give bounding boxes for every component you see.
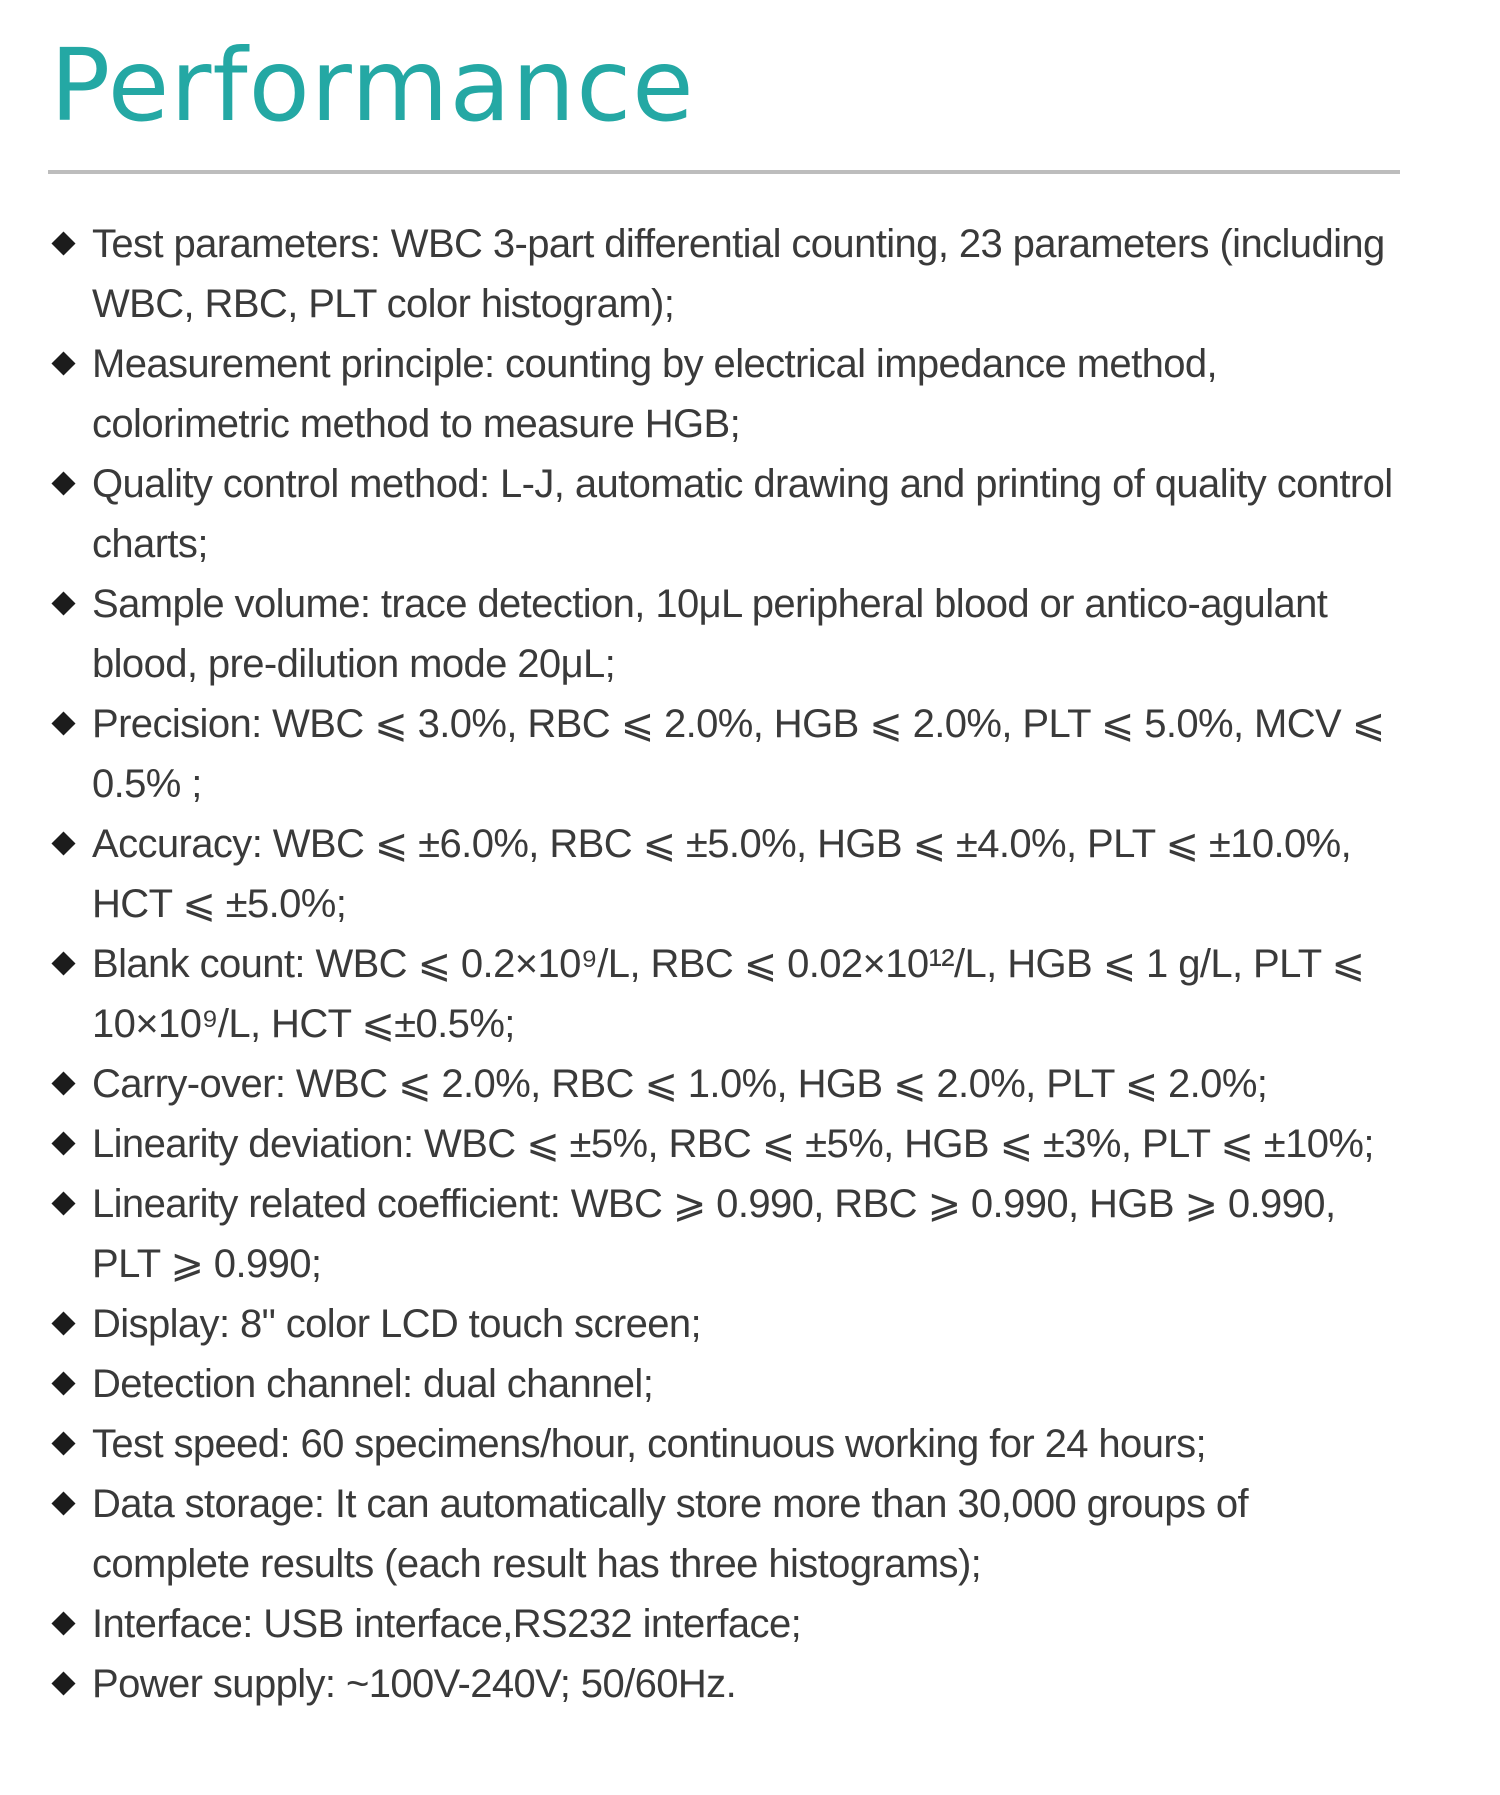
spec-item-power-supply	[50, 1654, 1400, 1714]
spec-text: Test speed: 60 specimens/hour, continuous working for 24 hours;	[92, 1422, 1206, 1466]
diamond-bullet-icon	[51, 1371, 75, 1395]
spec-text: Power supply: ~100V-240V; 50/60Hz.	[92, 1662, 737, 1706]
title-divider	[48, 170, 1400, 174]
diamond-bullet-icon	[51, 1611, 75, 1635]
spec-text: Linearity deviation: WBC ⩽ ±5%, RBC ⩽ ±5%, HGB ⩽ ±3%, PLT ⩽ ±10%;	[92, 1122, 1374, 1166]
diamond-bullet-icon	[51, 1071, 75, 1095]
diamond-bullet-icon	[51, 231, 75, 255]
spec-item-detection-channel	[50, 1354, 1400, 1414]
spec-text: Quality control method: L-J, automatic drawing and printing of quality control charts;	[92, 462, 1393, 566]
spec-text: Measurement principle: counting by electrical impedance method, colorimetric method to measure HGB;	[92, 342, 1218, 446]
diamond-bullet-icon	[51, 1431, 75, 1455]
spec-text: Display: 8" color LCD touch screen;	[92, 1302, 702, 1346]
spec-item-quality-control	[50, 454, 1400, 574]
diamond-bullet-icon	[51, 1491, 75, 1515]
spec-item-linearity-coefficient	[50, 1174, 1400, 1294]
spec-text: Interface: USB interface,RS232 interface;	[92, 1602, 802, 1646]
diamond-bullet-icon	[51, 591, 75, 615]
spec-list	[50, 214, 1400, 1714]
diamond-bullet-icon	[51, 1671, 75, 1695]
spec-item-sample-volume	[50, 574, 1400, 694]
diamond-bullet-icon	[51, 951, 75, 975]
spec-item-interface	[50, 1594, 1400, 1654]
page-title: Performance	[50, 27, 695, 144]
spec-text: Sample volume: trace detection, 10μL peripheral blood or antico-agulant blood, pre-dilution mode 20μL;	[92, 582, 1328, 686]
diamond-bullet-icon	[51, 471, 75, 495]
spec-item-precision	[50, 694, 1400, 814]
diamond-bullet-icon	[51, 1191, 75, 1215]
diamond-bullet-icon	[51, 831, 75, 855]
spec-text: Detection channel: dual channel;	[92, 1362, 654, 1406]
spec-item-linearity-deviation	[50, 1114, 1400, 1174]
spec-item-carry-over	[50, 1054, 1400, 1114]
spec-text: Blank count: WBC ⩽ 0.2×10⁹/L, RBC ⩽ 0.02×10¹²/L, HGB ⩽ 1 g/L, PLT ⩽ 10×10⁹/L, HCT ⩽±0.5%;	[92, 942, 1365, 1046]
spec-text: Linearity related coefficient: WBC ⩾ 0.990, RBC ⩾ 0.990, HGB ⩾ 0.990, PLT ⩾ 0.990;	[92, 1182, 1336, 1286]
spec-text: Data storage: It can automatically store more than 30,000 groups of complete results (each result has three histograms);	[92, 1482, 1249, 1586]
spec-item-blank-count	[50, 934, 1400, 1054]
spec-item-measurement-principle	[50, 334, 1400, 454]
diamond-bullet-icon	[51, 711, 75, 735]
spec-text: Carry-over: WBC ⩽ 2.0%, RBC ⩽ 1.0%, HGB ⩽ 2.0%, PLT ⩽ 2.0%;	[92, 1062, 1268, 1106]
spec-item-display	[50, 1294, 1400, 1354]
spec-text: Accuracy: WBC ⩽ ±6.0%, RBC ⩽ ±5.0%, HGB ⩽ ±4.0%, PLT ⩽ ±10.0%, HCT ⩽ ±5.0%;	[92, 822, 1352, 926]
diamond-bullet-icon	[51, 1311, 75, 1335]
diamond-bullet-icon	[51, 1131, 75, 1155]
spec-item-data-storage	[50, 1474, 1400, 1594]
spec-item-test-speed	[50, 1414, 1400, 1474]
spec-item-accuracy	[50, 814, 1400, 934]
diamond-bullet-icon	[51, 351, 75, 375]
spec-item-test-parameters	[50, 214, 1400, 334]
spec-text: Test parameters: WBC 3-part differential counting, 23 parameters (including WBC, RBC, PLT color histogram);	[92, 222, 1385, 326]
spec-text: Precision: WBC ⩽ 3.0%, RBC ⩽ 2.0%, HGB ⩽ 2.0%, PLT ⩽ 5.0%, MCV ⩽ 0.5% ;	[92, 702, 1385, 806]
